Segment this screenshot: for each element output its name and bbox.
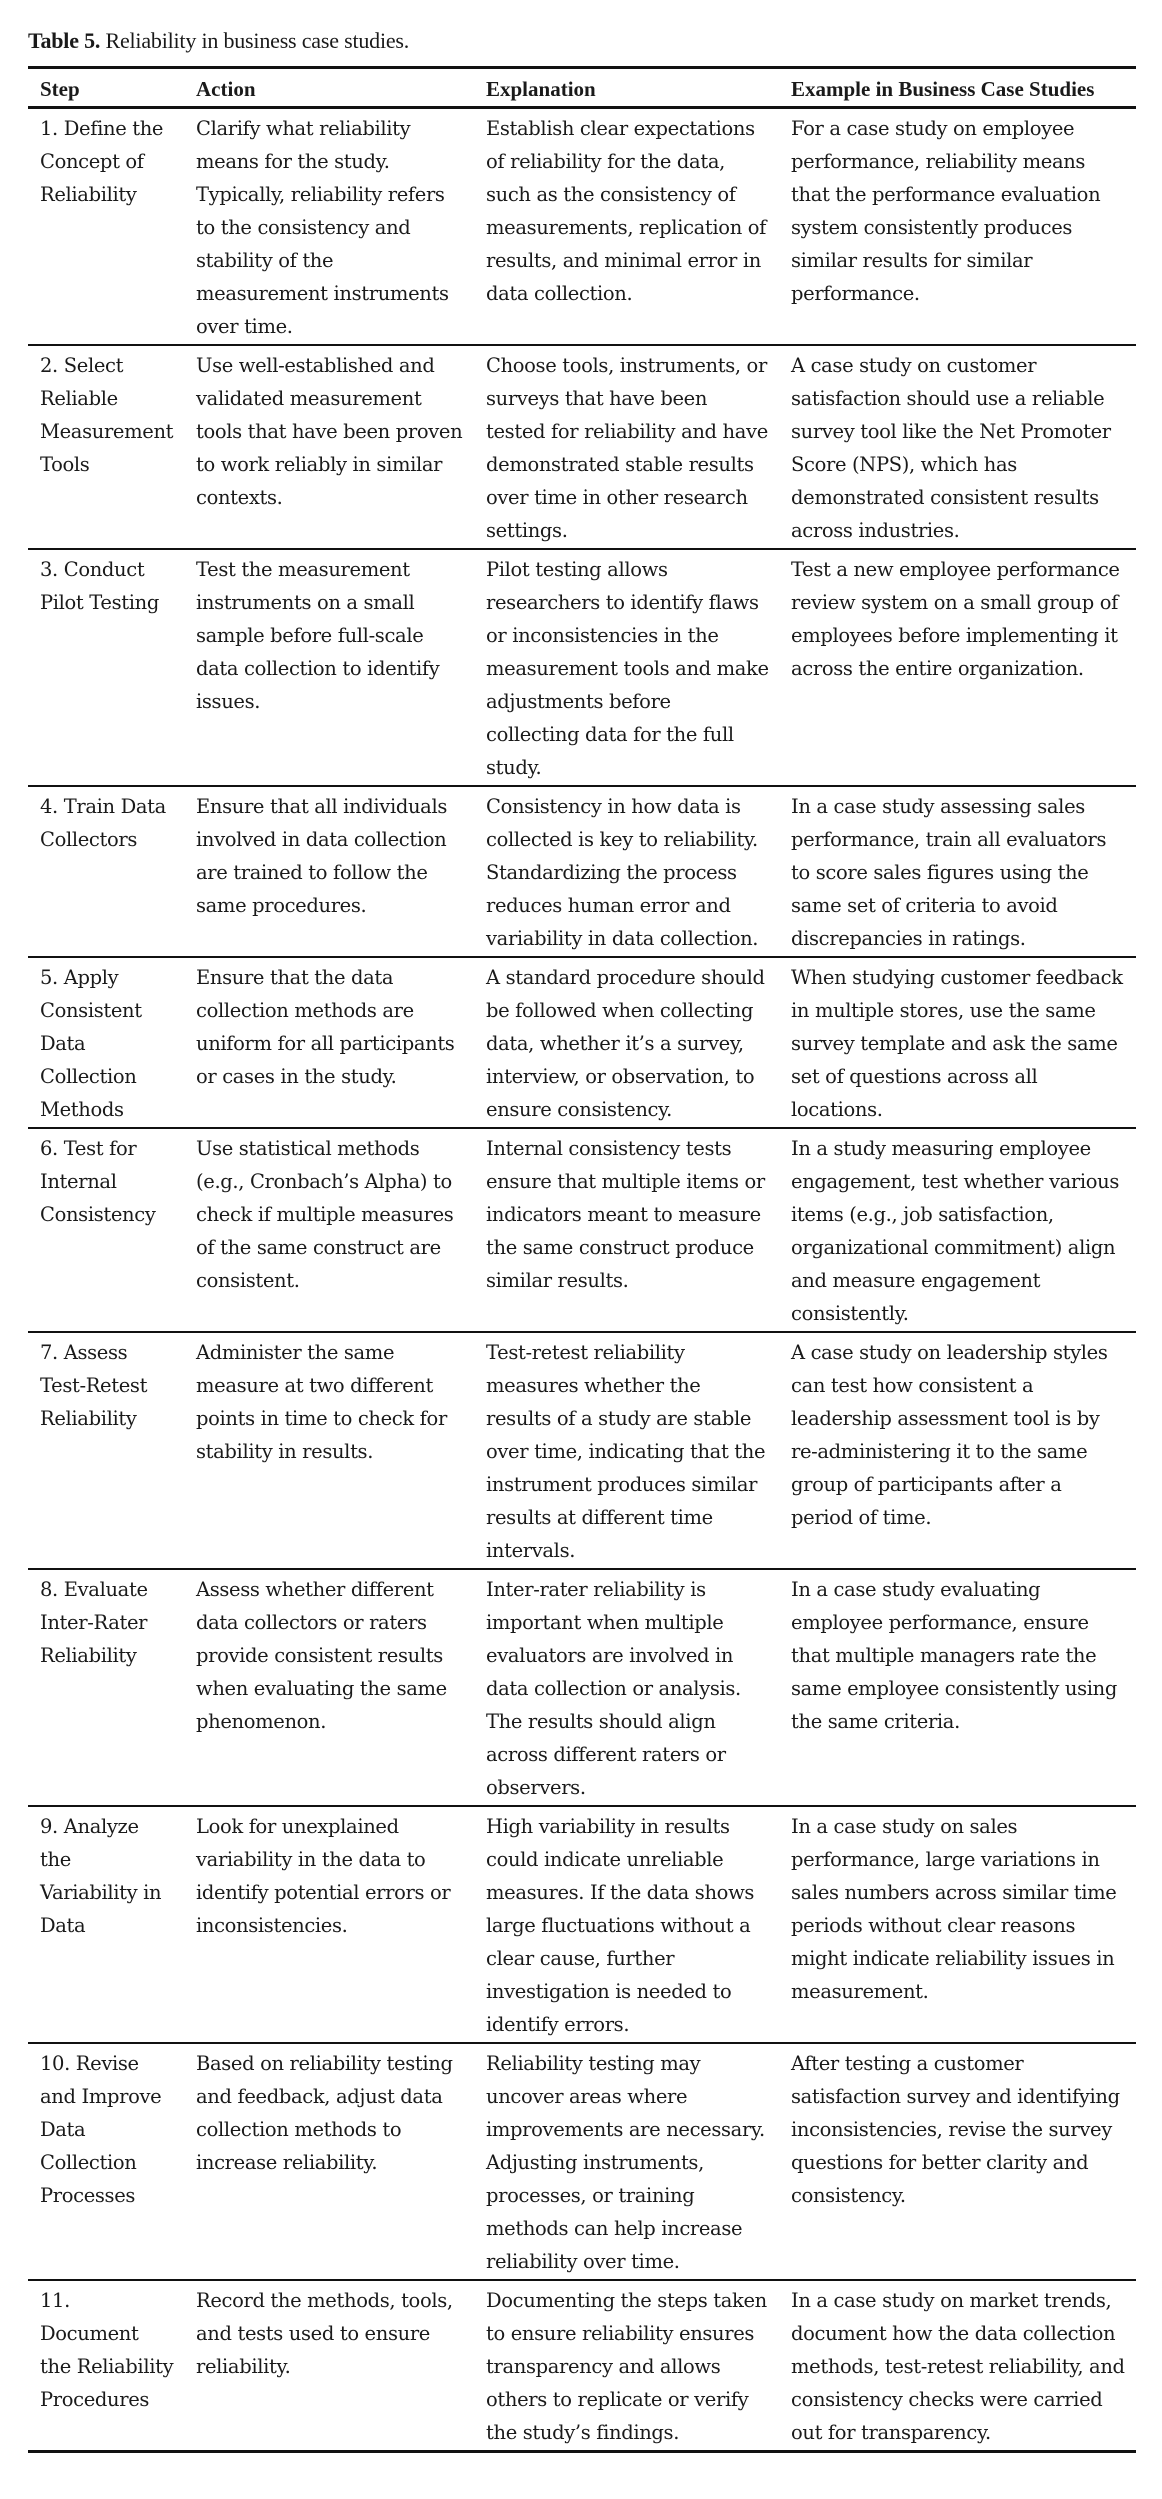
cell-step: 6. Test for Internal Consistency (40, 1137, 156, 1226)
table-row (28, 345, 1136, 549)
cell-example: A case study on leadership styles can test how consistent a leadership assessment tool is by re-administering it to the same group of participants after a period of time. (791, 1341, 1108, 1529)
table-caption-text: Reliability in business case studies. (100, 28, 410, 53)
cell-action: Clarify what reliability means for the study. Typically, reliability refers to the consistency and stability of the measurement instruments over time. (196, 117, 449, 338)
cell-example: In a study measuring employee engagement, test whether various items (e.g., job satisfaction, organizational commitment) align and measure engagement consistently. (791, 1137, 1120, 1325)
cell-action: Look for unexplained variability in the data to identify potential errors or inconsistencies. (196, 1815, 451, 1937)
table-row (28, 1128, 1136, 1332)
table-row (28, 1332, 1136, 1569)
cell-explanation: Establish clear expectations of reliability for the data, such as the consistency of measurements, replication of results, and minimal error in data collection. (486, 117, 767, 305)
cell-step: 10. Revise and Improve Data Collection Processes (40, 2052, 162, 2207)
cell-explanation: Consistency in how data is collected is key to reliability. Standardizing the process reduces human error and variability in data collection. (486, 795, 759, 950)
cell-step: 1. Define the Concept of Reliability (40, 117, 164, 206)
table-row (28, 549, 1136, 786)
cell-explanation: Test-retest reliability measures whether the results of a study are stable over time, indicating that the instrument produces similar results at different time intervals. (486, 1341, 766, 1562)
cell-explanation: Internal consistency tests ensure that multiple items or indicators meant to measure the same construct produce similar results. (486, 1137, 765, 1292)
table-row (28, 2043, 1136, 2280)
header-row (28, 68, 1136, 108)
cell-example: Test a new employee performance review system on a small group of employees before implementing it across the entire organization. (791, 558, 1120, 680)
table-body (28, 108, 1136, 2452)
table-row (28, 108, 1136, 346)
cell-action: Assess whether different data collectors or raters provide consistent results when evaluating the same phenomenon. (196, 1578, 447, 1733)
reliability-table (28, 66, 1136, 2453)
header-step: Step (40, 77, 80, 101)
cell-action: Test the measurement instruments on a small sample before full-scale data collection to identify issues. (196, 558, 440, 713)
cell-action: Administer the same measure at two different points in time to check for stability in results. (196, 1341, 447, 1463)
cell-action: Use statistical methods (e.g., Cronbach’s Alpha) to check if multiple measures of the same construct are consistent. (196, 1137, 454, 1292)
cell-action: Record the methods, tools, and tests used to ensure reliability. (196, 2289, 453, 2378)
cell-action: Based on reliability testing and feedback, adjust data collection methods to increase reliability. (196, 2052, 453, 2174)
cell-action: Use well-established and validated measurement tools that have been proven to work reliably in similar contexts. (196, 354, 463, 509)
table-row (28, 2280, 1136, 2452)
cell-step: 4. Train Data Collectors (40, 795, 166, 851)
cell-step: 3. Conduct Pilot Testing (40, 558, 159, 614)
cell-example: In a case study evaluating employee performance, ensure that multiple managers rate the same employee consistently using the same criteria. (791, 1578, 1117, 1733)
cell-example: For a case study on employee performance, reliability means that the performance evaluation system consistently produces similar results for similar performance. (791, 117, 1101, 305)
table-row (28, 786, 1136, 957)
cell-explanation: High variability in results could indicate unreliable measures. If the data shows large fluctuations without a clear cause, further investigation is needed to identify errors. (486, 1815, 755, 2036)
header-explanation: Explanation (486, 77, 596, 101)
cell-step: 9. Analyze the Variability in Data (40, 1815, 162, 1937)
table-figure (28, 26, 1136, 2453)
cell-example: In a case study on sales performance, large variations in sales numbers across similar time periods without clear reasons might indicate reliability issues in measurement. (791, 1815, 1117, 2003)
header-action: Action (196, 77, 256, 101)
cell-example: After testing a customer satisfaction survey and identifying inconsistencies, revise the survey questions for better clarity and consistency. (791, 2052, 1120, 2207)
cell-action: Ensure that the data collection methods are uniform for all participants or cases in the study. (196, 966, 455, 1088)
cell-step: 2. Select Reliable Measurement Tools (40, 354, 174, 476)
cell-example: A case study on customer satisfaction should use a reliable survey tool like the Net Promoter Score (NPS), which has demonstrated consistent results across industries. (791, 354, 1111, 542)
table-header (28, 68, 1136, 108)
cell-step: 11. Document the Reliability Procedures (40, 2289, 174, 2411)
cell-step: 8. Evaluate Inter-Rater Reliability (40, 1578, 148, 1667)
cell-explanation: Inter-rater reliability is important when multiple evaluators are involved in data collection or analysis. The results should align across different raters or observers. (486, 1578, 741, 1799)
cell-example: When studying customer feedback in multiple stores, use the same survey template and ask the same set of questions across all locations. (791, 966, 1123, 1121)
cell-explanation: Documenting the steps taken to ensure reliability ensures transparency and allows others to replicate or verify the study’s findings. (486, 2289, 767, 2444)
header-example: Example in Business Case Studies (791, 77, 1095, 101)
cell-step: 5. Apply Consistent Data Collection Methods (40, 966, 142, 1121)
cell-explanation: Choose tools, instruments, or surveys that have been tested for reliability and have demonstrated stable results over time in other research settings. (486, 354, 768, 542)
cell-example: In a case study on market trends, document how the data collection methods, test-retest reliability, and consistency checks were carried out for transparency. (791, 2289, 1125, 2444)
table-caption (28, 26, 1136, 56)
cell-example: In a case study assessing sales performance, train all evaluators to score sales figures using the same set of criteria to avoid discrepancies in ratings. (791, 795, 1107, 950)
table-caption-label: Table 5. (28, 28, 101, 53)
cell-action: Ensure that all individuals involved in data collection are trained to follow the same procedures. (196, 795, 448, 917)
table-row (28, 1569, 1136, 1806)
cell-explanation: Pilot testing allows researchers to identify flaws or inconsistencies in the measurement tools and make adjustments before collecting data for the full study. (486, 558, 769, 779)
cell-step: 7. Assess Test-Retest Reliability (40, 1341, 148, 1430)
table-row (28, 1806, 1136, 2043)
cell-explanation: A standard procedure should be followed when collecting data, whether it’s a survey, interview, or observation, to ensure consistency. (486, 966, 765, 1121)
cell-explanation: Reliability testing may uncover areas where improvements are necessary. Adjusting instruments, processes, or training methods can help increase reliability over time. (486, 2052, 765, 2273)
table-row (28, 957, 1136, 1128)
